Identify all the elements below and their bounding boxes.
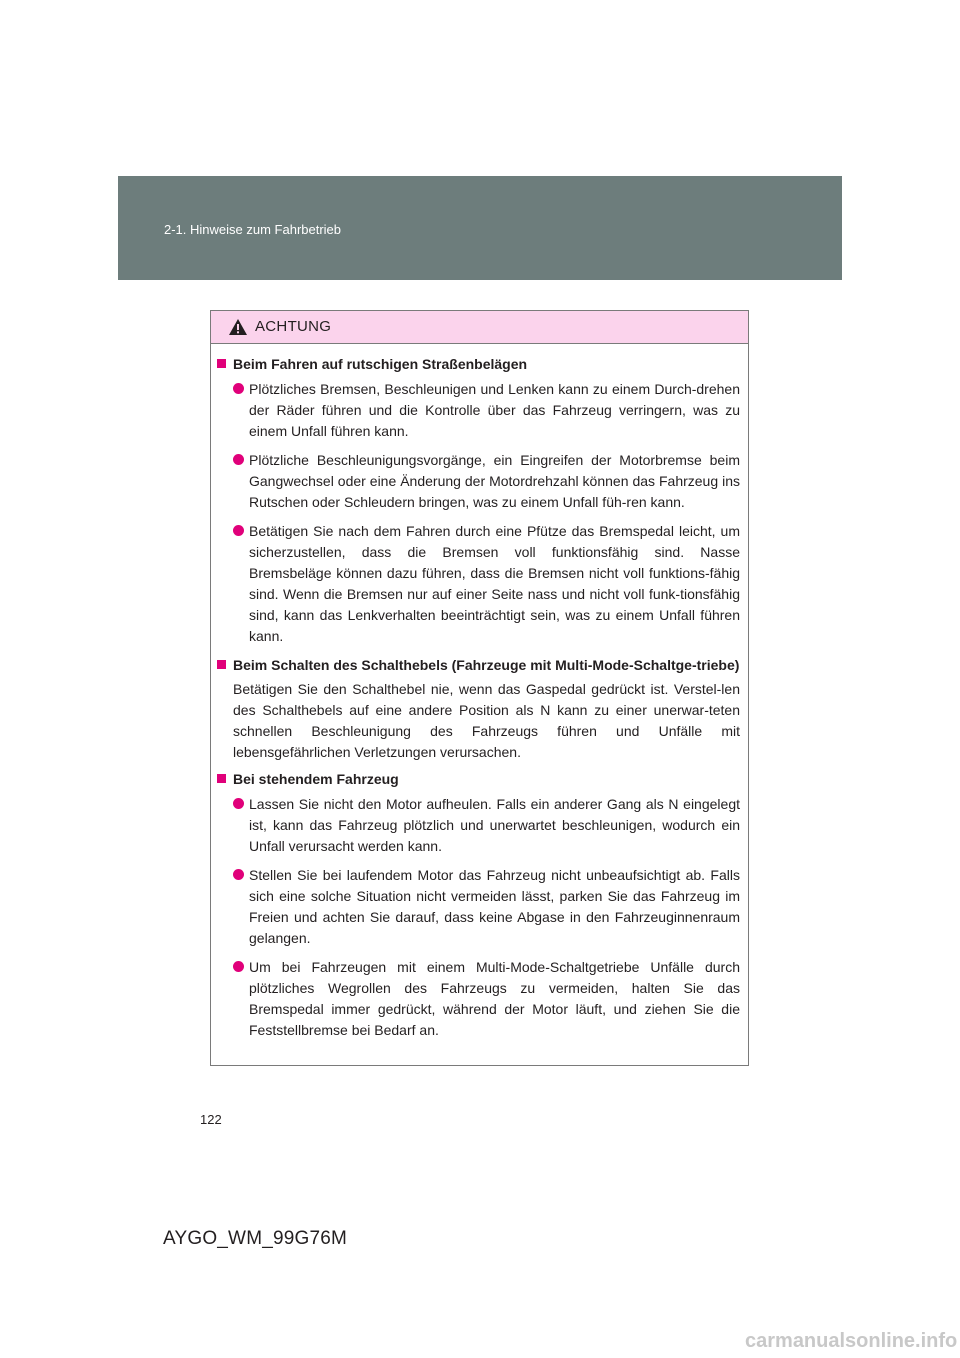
round-bullet-icon xyxy=(233,961,244,972)
list-item: Stellen Sie bei laufendem Motor das Fahrzeug nicht unbeaufsichtigt ab. Falls sich eine solche Situation nicht vermeiden lässt, parken Sie das Fahrzeug im Freien und achten Sie darauf, dass keine Abgase in den Fahrzeuginnenraum gelangen. xyxy=(233,865,740,949)
warning-triangle-icon xyxy=(228,318,248,336)
round-bullet-icon xyxy=(233,869,244,880)
section-heading: Beim Schalten des Schalthebels (Fahrzeuge mit Multi-Mode-Schaltge-triebe) xyxy=(233,657,740,673)
list-item: Betätigen Sie nach dem Fahren durch eine Pfütze das Bremspedal leicht, um sicherzustellen, dass die Bremsen voll funktionsfähig sind. Nasse Bremsbeläge können dazu führen, dass die Bremsen nicht voll funktions-fähig sind. Wenn die Bremsen nur auf einer Seite nass und nicht voll funk-tionsfähig sind, kann das Lenkverhalten beeinträchtigt sein, was zu einem Unfall führen kann. xyxy=(233,521,740,647)
watermark: carmanualsonline.info xyxy=(745,1330,958,1352)
document-code: AYGO_WM_99G76M xyxy=(163,1228,348,1249)
warning-title: ACHTUNG xyxy=(255,318,332,335)
square-bullet-icon xyxy=(217,660,226,669)
section-text: Betätigen Sie den Schalthebel nie, wenn das Gaspedal gedrückt ist. Verstel-len des Schalthebels auf eine andere Position als N kann zu einer unerwar-teten schnellen Beschleunigung des Fahrzeugs führen und Unfälle mit lebensgefährlichen Verletzungen verursachen. xyxy=(233,681,740,760)
warning-header xyxy=(211,311,748,344)
section-stationary-vehicle xyxy=(217,769,740,1041)
warning-box xyxy=(210,310,749,1066)
list-item: Plötzliches Bremsen, Beschleunigen und Lenken kann zu einem Durch-drehen der Räder führen und die Kontrolle über das Fahrzeug verringern, was zu einem Unfall führen kann. xyxy=(233,379,740,442)
list-item: Um bei Fahrzeugen mit einem Multi-Mode-Schaltgetriebe Unfälle durch plötzliches Wegrollen des Fahrzeugs zu vermeiden, halten Sie das Bremspedal immer gedrückt, während der Motor läuft, und ziehen Sie die Feststellbremse bei Bedarf an. xyxy=(233,957,740,1041)
round-bullet-icon xyxy=(233,798,244,809)
section-slippery-roads xyxy=(217,354,740,647)
round-bullet-icon xyxy=(233,383,244,394)
round-bullet-icon xyxy=(233,525,244,536)
page-number: 122 xyxy=(200,1112,222,1127)
section-shift-lever xyxy=(217,655,740,763)
section-heading: Beim Fahren auf rutschigen Straßenbelägen xyxy=(233,356,528,372)
list-item: Lassen Sie nicht den Motor aufheulen. Falls ein anderer Gang als N eingelegt ist, kann das Fahrzeug plötzlich und unerwartet beschleunigen, wodurch ein Unfall verursacht werden kann. xyxy=(233,794,740,857)
list-item: Plötzliche Beschleunigungsvorgänge, ein Eingreifen der Motorbremse beim Gangwechsel oder eine Änderung der Motordrehzahl können das Fahrzeug ins Rutschen oder Schleudern bringen, was zu einem Unfall füh-ren kann. xyxy=(233,450,740,513)
section-title: 2-1. Hinweise zum Fahrbetrieb xyxy=(164,222,342,237)
section-heading: Bei stehendem Fahrzeug xyxy=(233,771,399,787)
square-bullet-icon xyxy=(217,774,226,783)
square-bullet-icon xyxy=(217,359,226,368)
header-band xyxy=(118,176,842,280)
round-bullet-icon xyxy=(233,454,244,465)
warning-body xyxy=(211,344,748,1041)
